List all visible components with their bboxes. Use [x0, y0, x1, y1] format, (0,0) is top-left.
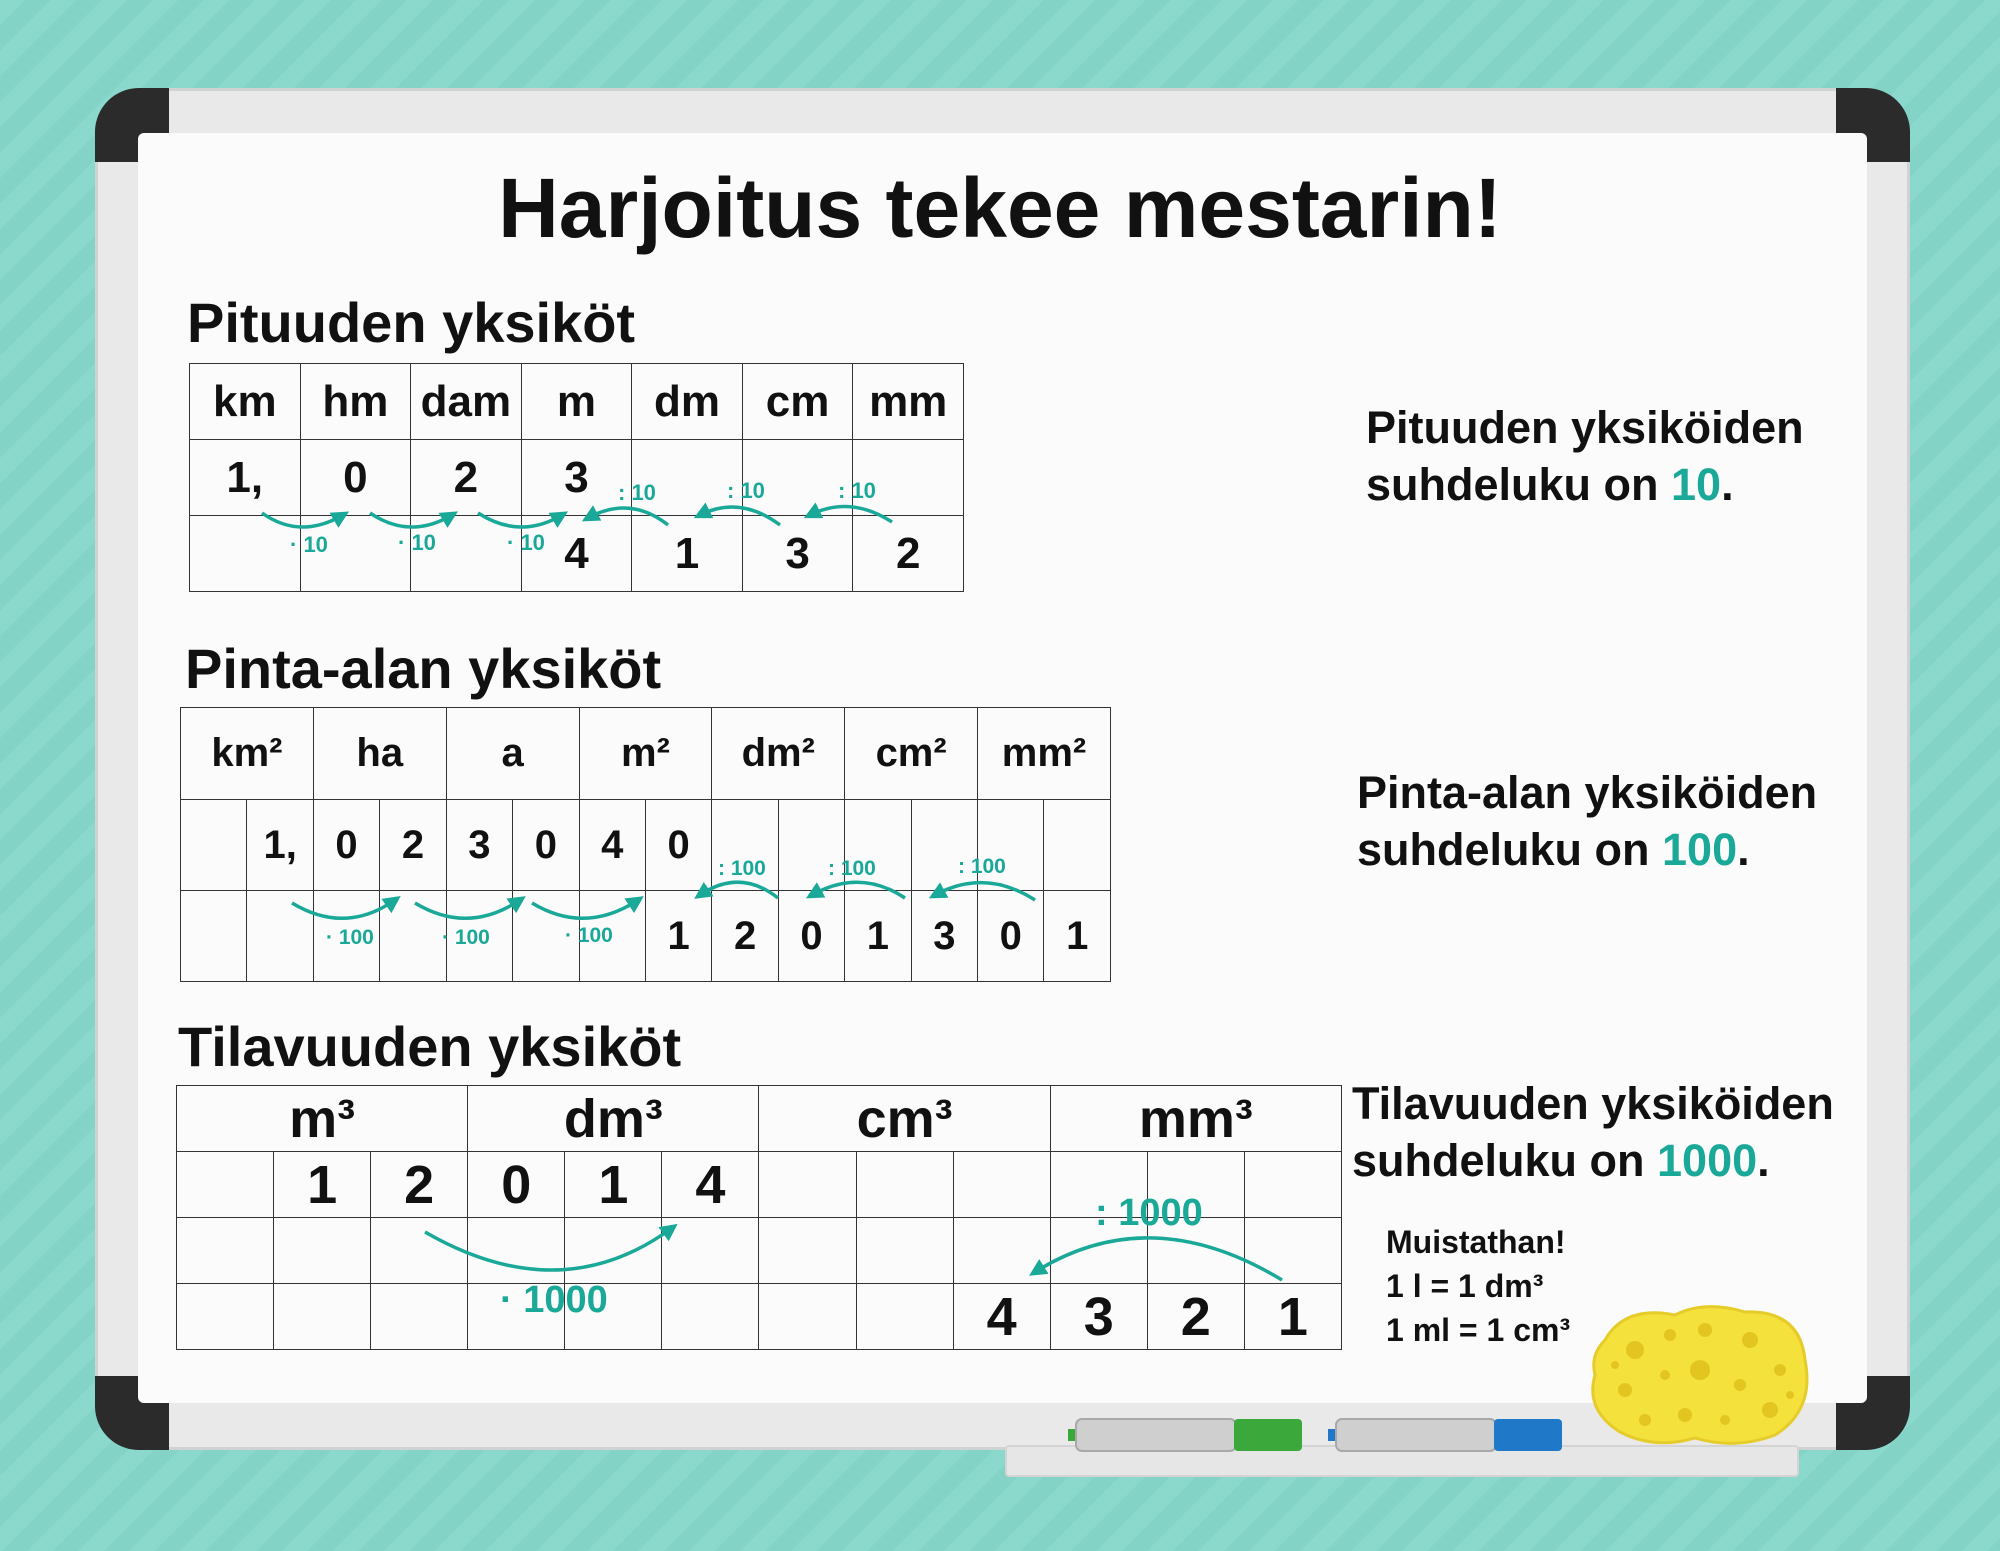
area-mult-label-1: · 100 [326, 926, 374, 949]
cell: 3 [446, 800, 512, 891]
green-marker [1068, 1415, 1308, 1455]
cell [1244, 1152, 1341, 1218]
cell [565, 1284, 662, 1350]
volume-description [1352, 1075, 1834, 1189]
area-ratio-value: 100 [1662, 824, 1738, 875]
cell: 2 [853, 516, 964, 592]
cell [911, 800, 977, 891]
unit-dm3: dm³ [468, 1086, 759, 1152]
length-units-row [190, 364, 964, 440]
cell [662, 1218, 759, 1284]
cell [513, 891, 579, 982]
cell [371, 1284, 468, 1350]
unit-ha: ha [313, 708, 446, 800]
cell: 1 [1044, 891, 1111, 982]
cell [845, 800, 911, 891]
length-mult-label-1: · 10 [290, 532, 328, 557]
unit-cm2: cm² [845, 708, 978, 800]
cell: 3 [521, 440, 632, 516]
cell [856, 1218, 953, 1284]
volume-div-label: : 1000 [1095, 1192, 1203, 1234]
volume-desc-suffix: . [1757, 1135, 1770, 1186]
cell [742, 440, 853, 516]
cell: 1 [645, 891, 711, 982]
unit-m: m [521, 364, 632, 440]
cell [978, 800, 1044, 891]
volume-desc-line2 [1352, 1132, 1834, 1189]
cell: 3 [742, 516, 853, 592]
unit-mm2: mm² [978, 708, 1111, 800]
cell: 0 [978, 891, 1044, 982]
cell: 3 [1050, 1284, 1147, 1350]
unit-mm: mm [853, 364, 964, 440]
length-ratio-value: 10 [1671, 459, 1722, 510]
length-row-1 [190, 440, 964, 516]
length-heading: Pituuden yksiköt [187, 291, 636, 354]
volume-units-row [177, 1086, 1342, 1152]
length-div-label-1: : 10 [618, 480, 656, 505]
cell [1050, 1152, 1147, 1218]
cell [177, 1152, 274, 1218]
page-title: Harjoitus tekee mestarin! [498, 161, 1502, 255]
cell: 1 [845, 891, 911, 982]
area-desc-line1: Pinta-alan yksiköiden [1357, 767, 1818, 818]
unit-dm2: dm² [712, 708, 845, 800]
cell: 1, [190, 440, 301, 516]
cell [181, 800, 247, 891]
length-row-2 [190, 516, 964, 592]
cell: 0 [313, 800, 379, 891]
volume-desc-prefix: suhdeluku on [1352, 1135, 1658, 1186]
cell [662, 1284, 759, 1350]
cell [856, 1284, 953, 1350]
area-units-row [181, 708, 1111, 800]
cell: 4 [521, 516, 632, 592]
length-desc-prefix: suhdeluku on [1366, 459, 1672, 510]
cell [411, 516, 522, 592]
cell: 0 [468, 1152, 565, 1218]
cell: 1 [632, 516, 743, 592]
length-description [1366, 399, 1804, 513]
cell [181, 891, 247, 982]
cell: 0 [300, 440, 411, 516]
cell: 2 [380, 800, 446, 891]
cell [177, 1218, 274, 1284]
cell: 1, [247, 800, 313, 891]
blue-marker [1328, 1415, 1568, 1455]
unit-hm: hm [300, 364, 411, 440]
unit-dam: dam [411, 364, 522, 440]
length-mult-label-3: · 10 [507, 530, 545, 555]
cell [300, 516, 411, 592]
cell [853, 440, 964, 516]
area-desc-suffix: . [1737, 824, 1750, 875]
cell: 2 [411, 440, 522, 516]
unit-km2: km² [181, 708, 314, 800]
cell: 0 [513, 800, 579, 891]
cell [274, 1218, 371, 1284]
cell [190, 516, 301, 592]
volume-table [176, 1085, 1342, 1350]
area-div-label-1: : 100 [718, 857, 766, 880]
length-div-label-3: : 10 [838, 478, 876, 503]
area-div-label-2: : 100 [828, 857, 876, 880]
unit-km: km [190, 364, 301, 440]
cell: 3 [911, 891, 977, 982]
unit-cm3: cm³ [759, 1086, 1050, 1152]
length-desc-line2 [1366, 456, 1804, 513]
cell [177, 1284, 274, 1350]
cell: 1 [565, 1152, 662, 1218]
cell [468, 1284, 565, 1350]
cell [856, 1152, 953, 1218]
length-table [189, 363, 964, 592]
volume-mult-label: · 1000 [500, 1279, 608, 1321]
cell [1050, 1218, 1147, 1284]
area-description [1357, 764, 1817, 878]
cell: 2 [371, 1152, 468, 1218]
length-mult-label-2: · 10 [398, 530, 436, 555]
volume-ratio-value: 1000 [1657, 1135, 1758, 1186]
length-desc-suffix: . [1721, 459, 1734, 510]
unit-mm3: mm³ [1050, 1086, 1341, 1152]
cell [380, 891, 446, 982]
area-row-1 [181, 800, 1111, 891]
volume-row-2 [177, 1218, 1342, 1284]
unit-cm: cm [742, 364, 853, 440]
unit-a: a [446, 708, 579, 800]
cell [953, 1218, 1050, 1284]
cell [1147, 1152, 1244, 1218]
area-desc-prefix: suhdeluku on [1357, 824, 1663, 875]
cell [712, 800, 778, 891]
area-mult-label-3: · 100 [565, 924, 613, 947]
area-row-2 [181, 891, 1111, 982]
cell: 4 [579, 800, 645, 891]
cell [274, 1284, 371, 1350]
cell [759, 1152, 856, 1218]
cell [778, 800, 844, 891]
cell [247, 891, 313, 982]
length-desc-line1: Pituuden yksiköiden [1366, 402, 1804, 453]
volume-desc-line1: Tilavuuden yksiköiden [1352, 1078, 1834, 1129]
area-div-label-3: : 100 [958, 855, 1006, 878]
area-heading: Pinta-alan yksiköt [185, 637, 662, 700]
remember-note [1386, 1220, 1570, 1352]
cell: 0 [778, 891, 844, 982]
volume-heading: Tilavuuden yksiköt [178, 1015, 682, 1078]
area-table [180, 707, 1111, 982]
cell [953, 1152, 1050, 1218]
cell [565, 1218, 662, 1284]
cell [313, 891, 379, 982]
length-div-label-2: : 10 [727, 478, 765, 503]
cell: 2 [712, 891, 778, 982]
cell [1147, 1218, 1244, 1284]
cell [759, 1218, 856, 1284]
cell: 0 [645, 800, 711, 891]
volume-row-1 [177, 1152, 1342, 1218]
area-mult-label-2: · 100 [442, 926, 490, 949]
unit-m3: m³ [177, 1086, 468, 1152]
cell: 4 [662, 1152, 759, 1218]
cell [632, 440, 743, 516]
cell: 1 [274, 1152, 371, 1218]
cell: 2 [1147, 1284, 1244, 1350]
area-desc-line2 [1357, 821, 1817, 878]
cell [1244, 1218, 1341, 1284]
unit-dm: dm [632, 364, 743, 440]
cell [1044, 800, 1111, 891]
unit-m2: m² [579, 708, 712, 800]
cell: 4 [953, 1284, 1050, 1350]
cell [446, 891, 512, 982]
cell [579, 891, 645, 982]
remember-line-1: 1 l = 1 dm³ [1386, 1268, 1544, 1304]
sponge-icon [1585, 1300, 1815, 1450]
cell [759, 1284, 856, 1350]
cell [468, 1218, 565, 1284]
remember-title: Muistathan! [1386, 1224, 1566, 1260]
cell [371, 1218, 468, 1284]
cell: 1 [1244, 1284, 1341, 1350]
remember-line-2: 1 ml = 1 cm³ [1386, 1312, 1571, 1348]
volume-row-3 [177, 1284, 1342, 1350]
